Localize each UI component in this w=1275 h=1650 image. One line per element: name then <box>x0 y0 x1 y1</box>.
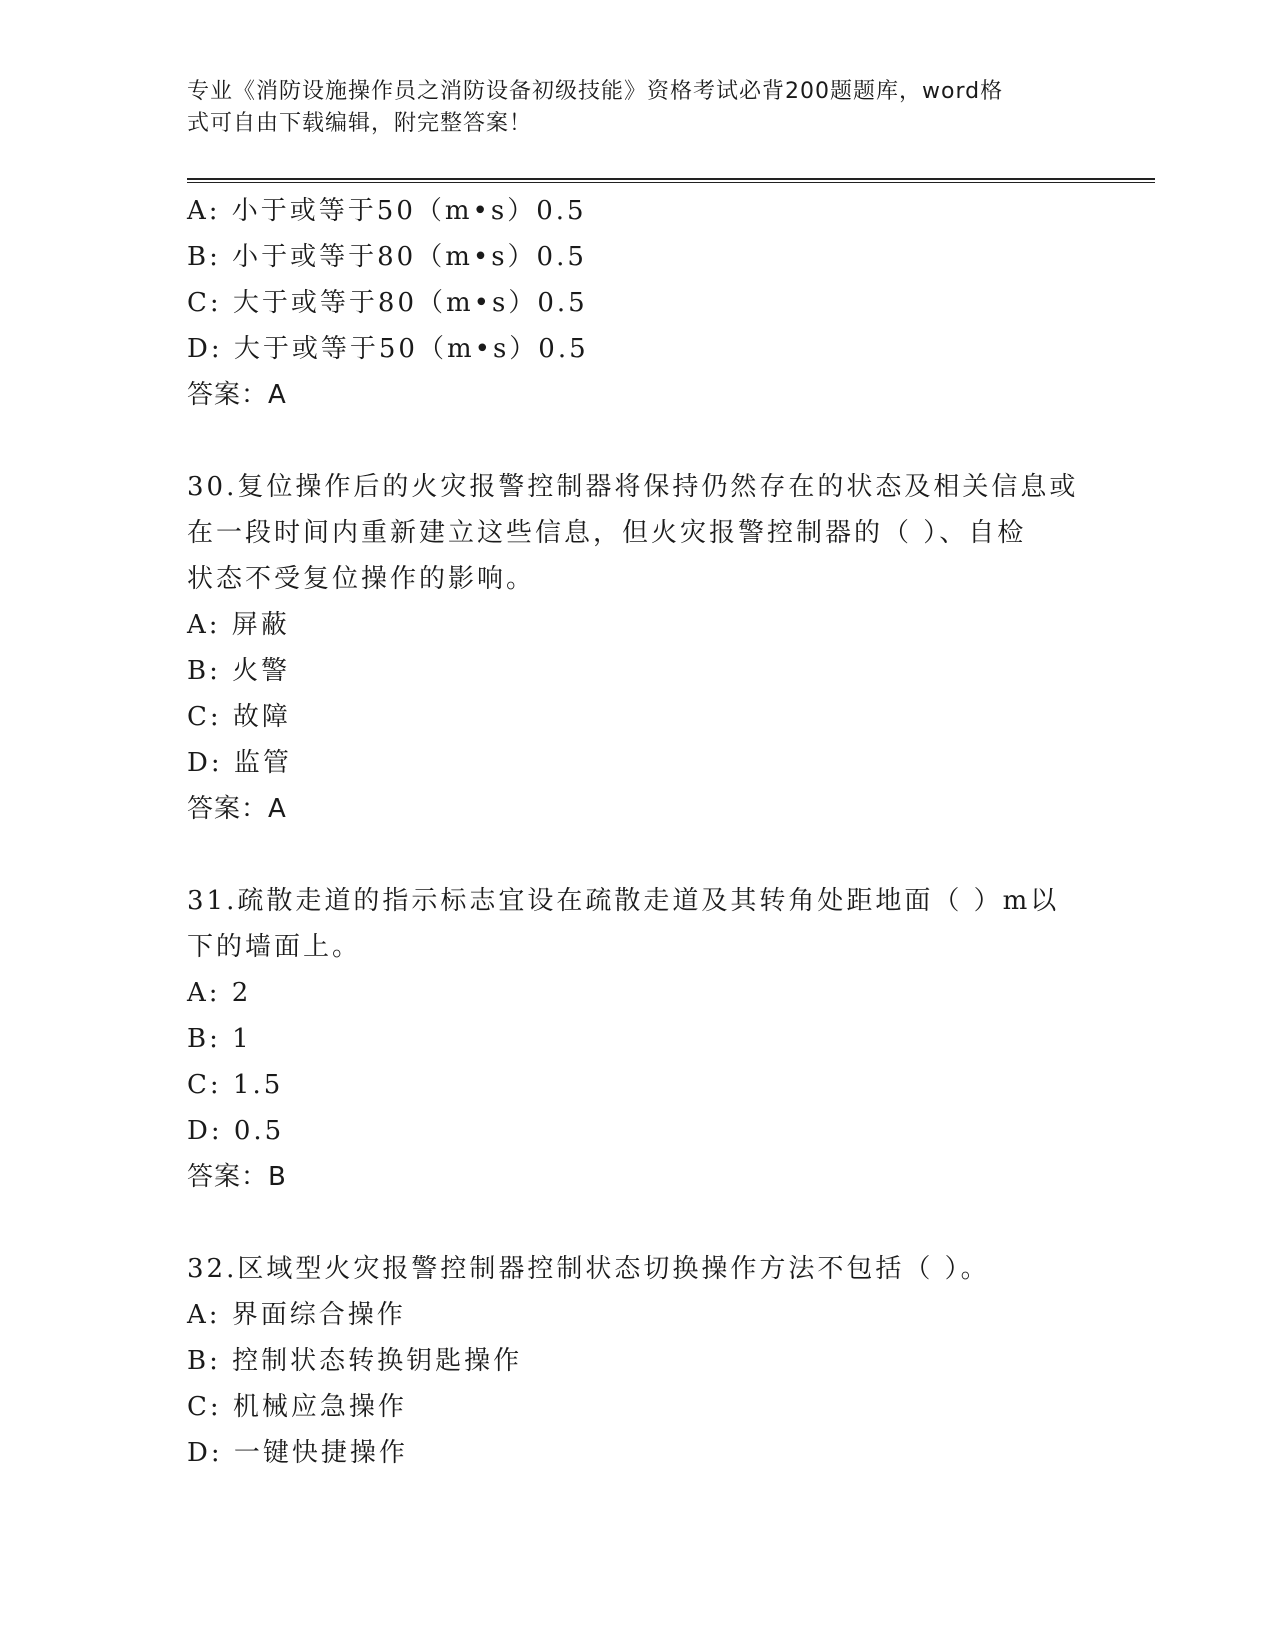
question-29 <box>187 188 1087 418</box>
option-c: C: 大于或等于80（m•s）0.5 <box>187 288 588 318</box>
option-d: D: 监管 <box>187 748 292 778</box>
answer: 答案：B <box>187 1162 287 1192</box>
option-a: A: 屏蔽 <box>187 610 290 640</box>
option-b: B: 1 <box>187 1024 252 1054</box>
option-a: A: 2 <box>187 978 252 1008</box>
header-divider-thick <box>187 178 1155 180</box>
question-text-line: 31.疏散走道的指示标志宜设在疏散走道及其转角处距地面（ ）m以 <box>187 886 1060 916</box>
option-d: D: 一键快捷操作 <box>187 1438 408 1468</box>
document-header <box>187 76 1087 140</box>
option-a: A: 小于或等于50（m•s）0.5 <box>187 196 587 226</box>
option-d: D: 大于或等于50（m•s）0.5 <box>187 334 589 364</box>
question-32 <box>187 1246 1087 1476</box>
option-b: B: 控制状态转换钥匙操作 <box>187 1346 523 1376</box>
question-31 <box>187 878 1087 1200</box>
question-text-line: 32.区域型火灾报警控制器控制状态切换操作方法不包括（ ）。 <box>187 1254 990 1284</box>
question-30 <box>187 464 1087 832</box>
question-text-line: 状态不受复位操作的影响。 <box>187 564 536 594</box>
question-text-line: 30.复位操作后的火灾报警控制器将保持仍然存在的状态及相关信息或 <box>187 472 1079 502</box>
spacer <box>187 832 1087 878</box>
option-b: B: 小于或等于80（m•s）0.5 <box>187 242 587 272</box>
spacer <box>187 1200 1087 1246</box>
header-line-2: 式可自由下载编辑，附完整答案！ <box>187 111 533 136</box>
header-line-1: 专业《消防设施操作员之消防设备初级技能》资格考试必背200题题库，word格 <box>187 79 1004 104</box>
option-a: A: 界面综合操作 <box>187 1300 406 1330</box>
question-list <box>187 188 1087 1476</box>
question-text-line: 下的墙面上。 <box>187 932 362 962</box>
answer: 答案：A <box>187 380 287 410</box>
spacer <box>187 418 1087 464</box>
answer: 答案：A <box>187 794 287 824</box>
option-b: B: 火警 <box>187 656 291 686</box>
question-text-line: 在一段时间内重新建立这些信息，但火灾报警控制器的（ ）、自检 <box>187 518 1027 548</box>
option-d: D: 0.5 <box>187 1116 285 1146</box>
header-divider-thin <box>187 182 1155 183</box>
option-c: C: 1.5 <box>187 1070 284 1100</box>
option-c: C: 故障 <box>187 702 291 732</box>
option-c: C: 机械应急操作 <box>187 1392 407 1422</box>
